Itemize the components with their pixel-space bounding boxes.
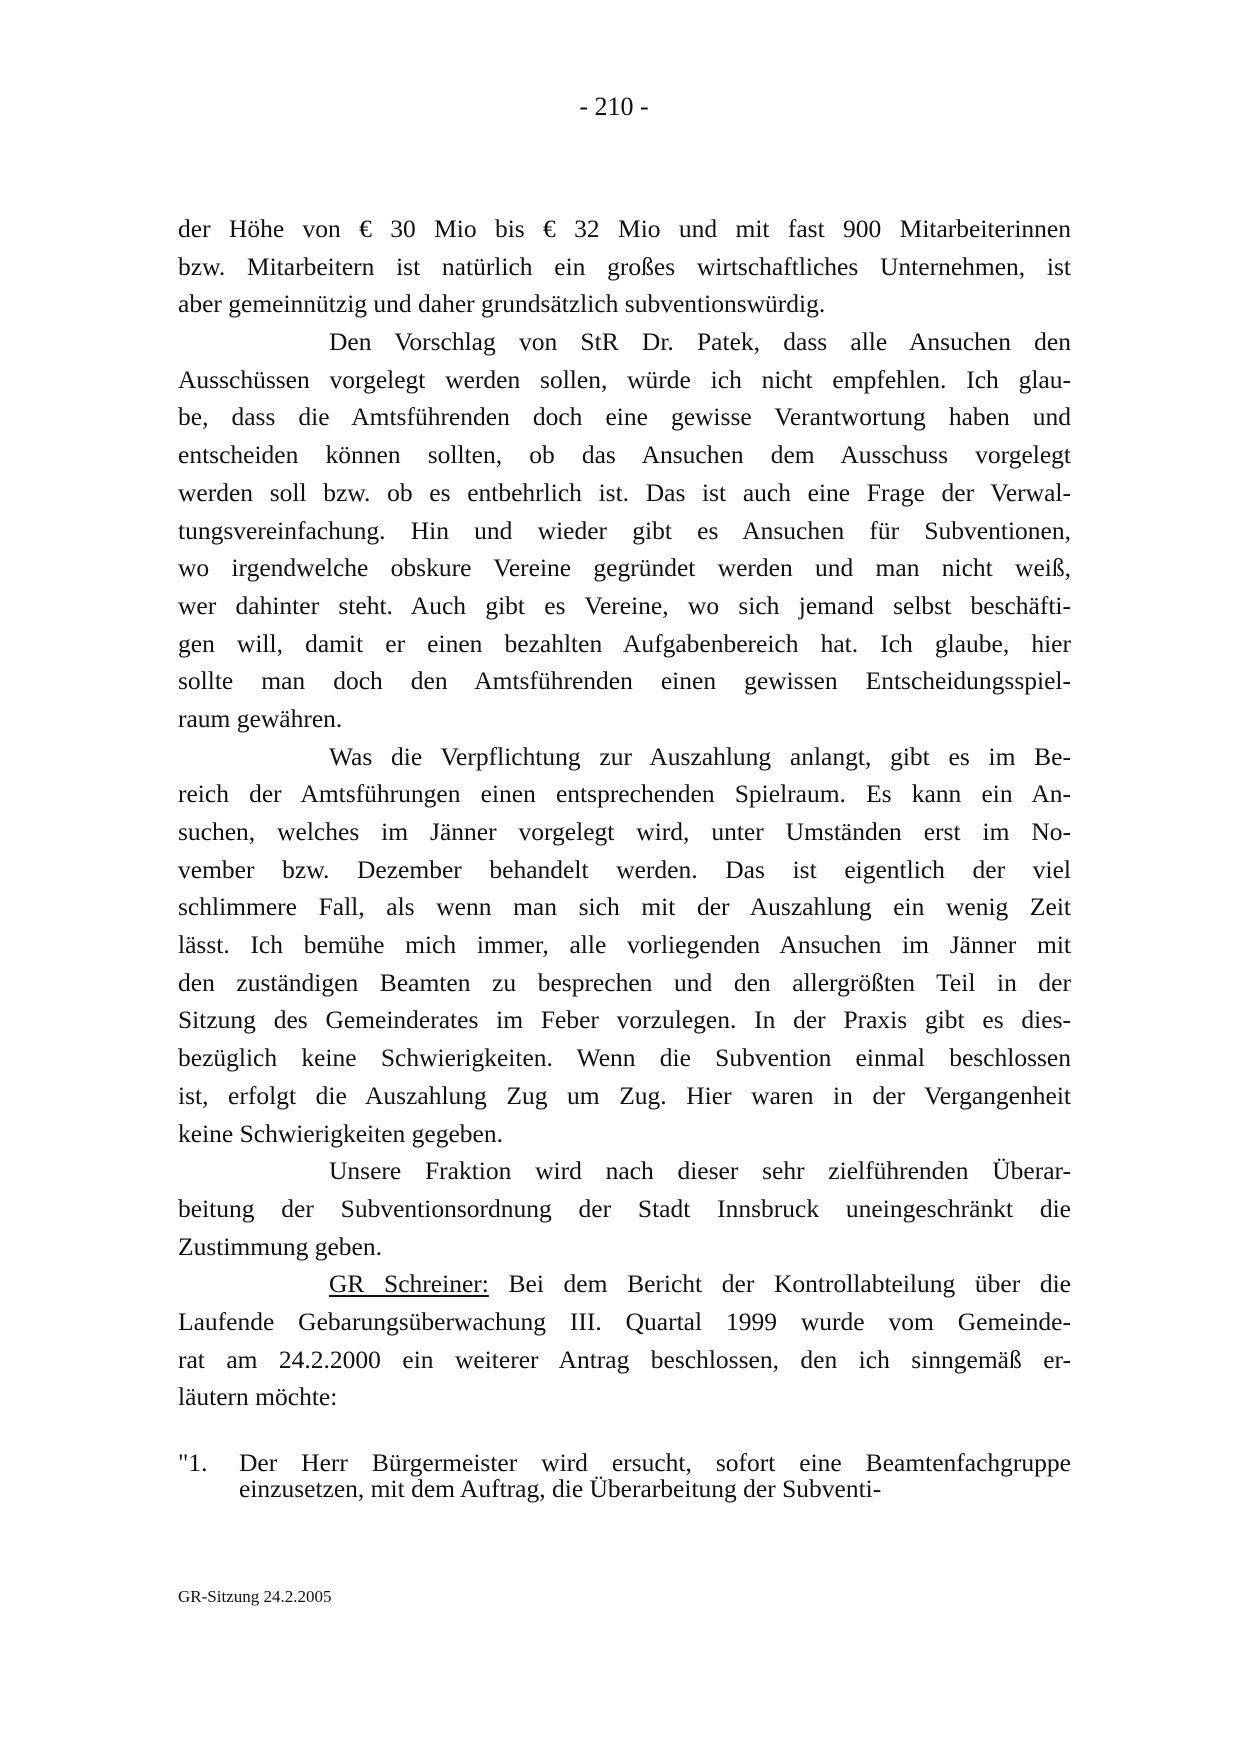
page-footer: GR-Sitzung 24.2.2005 xyxy=(178,1587,332,1606)
text-line: rat am 24.2.2000 ein weiterer Antrag beschlossen, den ich sinngemäß er- xyxy=(178,1344,1071,1374)
text-line: Unsere Fraktion wird nach dieser sehr zielführenden Überar- xyxy=(329,1156,1071,1186)
text-line: Den Vorschlag von StR Dr. Patek, dass alle Ansuchen den xyxy=(329,327,1071,357)
paragraph xyxy=(178,210,1071,323)
text-line: Ausschüssen vorgelegt werden sollen, würde ich nicht empfehlen. Ich glau- xyxy=(178,364,1071,394)
text-line: wer dahinter steht. Auch gibt es Vereine, wo sich jemand selbst beschäfti- xyxy=(178,590,1071,620)
paragraph xyxy=(178,738,1071,1153)
numbered-list-item xyxy=(178,1450,1071,1502)
text-line: keine Schwierigkeiten gegeben. xyxy=(178,1118,504,1148)
text-line: den zuständigen Beamten zu besprechen und den allergrößten Teil in der xyxy=(178,967,1071,997)
text-line: der Höhe von € 30 Mio bis € 32 Mio und mit fast 900 Mitarbeiterinnen xyxy=(178,214,1071,243)
text-line: aber gemeinnützig und daher grundsätzlich subventionswürdig. xyxy=(178,289,826,319)
text-line: sollte man doch den Amtsführenden einen gewissen Entscheidungsspiel- xyxy=(178,666,1071,696)
text-line: entscheiden können sollten, ob das Ansuchen dem Ausschuss vorgelegt xyxy=(178,440,1071,470)
paragraph xyxy=(178,323,1071,738)
text-line: Zustimmung geben. xyxy=(178,1231,382,1261)
text-line: reich der Amtsführungen einen entsprechenden Spielraum. Es kann ein An- xyxy=(178,779,1071,809)
text-line: wo irgendwelche obskure Vereine gegründet werden und man nicht weiß, xyxy=(178,553,1071,583)
list-item-text xyxy=(239,1450,1071,1502)
page-number: - 210 - xyxy=(579,92,649,121)
text-line: lässt. Ich bemühe mich immer, alle vorliegenden Ansuchen im Jänner mit xyxy=(178,930,1071,960)
text-line: raum gewähren. xyxy=(178,703,343,733)
list-marker: "1. xyxy=(178,1448,208,1477)
text-line: Laufende Gebarungsüberwachung III. Quartal 1999 wurde vom Gemeinde- xyxy=(178,1306,1071,1336)
text-line: Was die Verpflichtung zur Auszahlung anlangt, gibt es im Be- xyxy=(329,741,1071,771)
text-line: bezüglich keine Schwierigkeiten. Wenn die Subvention einmal beschlossen xyxy=(178,1043,1071,1073)
text-line: beitung der Subventionsordnung der Stadt Innsbruck uneingeschränkt die xyxy=(178,1193,1071,1223)
text-line: bzw. Mitarbeitern ist natürlich ein großes wirtschaftliches Unternehmen, ist xyxy=(178,251,1071,281)
text-line: Sitzung des Gemeinderates im Feber vorzulegen. In der Praxis gibt es dies- xyxy=(178,1005,1071,1035)
paragraph xyxy=(178,1152,1071,1265)
speech-text: Bei dem Bericht der Kontrollabteilung über die xyxy=(488,1269,1071,1299)
document-body xyxy=(178,210,1071,1416)
text-line: suchen, welches im Jänner vorgelegt wird, unter Umständen erst im No- xyxy=(178,817,1071,846)
list-text-line: Der Herr Bürgermeister wird ersucht, sofort eine Beamtenfachgruppe xyxy=(239,1448,1071,1477)
speaker-name: GR Schreiner: xyxy=(329,1269,489,1299)
text-line: ist, erfolgt die Auszahlung Zug um Zug. Hier waren in der Vergangenheit xyxy=(178,1080,1071,1110)
paragraph xyxy=(178,1265,1071,1416)
text-line: gen will, damit er einen bezahlten Aufgabenbereich hat. Ich glaube, hier xyxy=(178,628,1071,658)
text-line: läutern möchte: xyxy=(178,1382,338,1412)
text-line: vember bzw. Dezember behandelt werden. Das ist eigentlich der viel xyxy=(178,854,1071,884)
text-line: werden soll bzw. ob es entbehrlich ist. Das ist auch eine Frage der Verwal- xyxy=(178,477,1071,507)
list-text-line: einzusetzen, mit dem Auftrag, die Überarbeitung der Subventi- xyxy=(239,1474,882,1503)
text-line: schlimmere Fall, als wenn man sich mit der Auszahlung ein wenig Zeit xyxy=(178,892,1071,922)
text-line: tungsvereinfachung. Hin und wieder gibt es Ansuchen für Subventionen, xyxy=(178,515,1071,545)
text-line xyxy=(178,1265,1071,1303)
text-line: be, dass die Amtsführenden doch eine gewisse Verantwortung haben und xyxy=(178,402,1071,432)
